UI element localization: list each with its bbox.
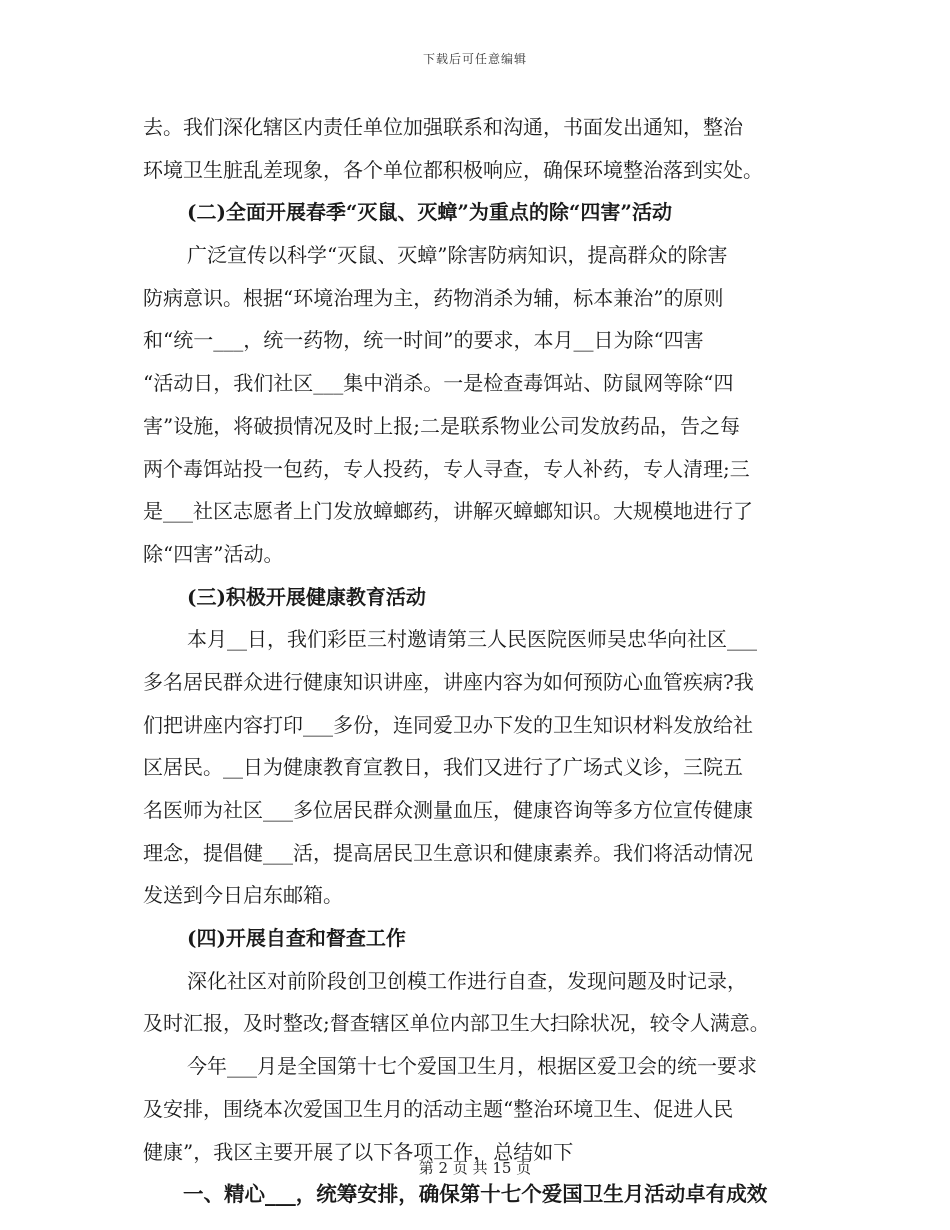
paragraph-line: 本月__日，我们彩臣三村邀请第三人民医院医师吴忠华向社区___ xyxy=(187,627,757,652)
paragraph-line: 是___社区志愿者上门发放蟑螂药，讲解灭蟑螂知识。大规模地进行了 xyxy=(143,499,753,524)
main-heading: 一、精心___，统筹安排，确保第十七个爱国卫生月活动卓有成效 xyxy=(183,1182,768,1207)
paragraph-line: 害”设施，将破损情况及时上报;二是联系物业公司发放药品，告之每 xyxy=(143,413,740,438)
paragraph-line: 区居民。__日为健康教育宣教日，我们又进行了广场式义诊，三院五 xyxy=(143,755,743,780)
paragraph-line: 深化社区对前阶段创卫创模工作进行自查，发现问题及时记录， xyxy=(187,968,747,993)
paragraph-line: 防病意识。根据“环境治理为主，药物消杀为辅，标本兼治”的原则 xyxy=(143,285,724,310)
page-number: 第 2 页 共 15 页 xyxy=(418,1159,532,1177)
paragraph-line: 两个毒饵站投一包药，专人投药，专人寻查，专人补药，专人清理;三 xyxy=(143,456,750,481)
paragraph-line: 和“统一___，统一药物，统一时间”的要求，本月__日为除“四害 xyxy=(143,328,704,353)
paragraph-line: 多名居民群众进行健康知识讲座，讲座内容为如何预防心血管疾病?我 xyxy=(143,669,754,694)
paragraph-line: 广泛宣传以科学“灭鼠、灭蟑”除害防病知识，提高群众的除害 xyxy=(187,243,728,268)
paragraph-line: 及时汇报，及时整改;督查辖区单位内部卫生大扫除状况，较令人满意。 xyxy=(143,1011,770,1036)
section-heading: (四)开展自查和督查工作 xyxy=(187,926,406,951)
paragraph-line: 今年___月是全国第十七个爱国卫生月，根据区爱卫会的统一要求 xyxy=(187,1054,757,1079)
paragraph-line: 发送到今日启东邮箱。 xyxy=(143,883,343,908)
paragraph-line: “活动日，我们社区___集中消杀。一是检查毒饵站、防鼠网等除“四 xyxy=(143,371,734,396)
paragraph-line: 及安排，围绕本次爱国卫生月的活动主题“整治环境卫生、促进人民 xyxy=(143,1096,734,1121)
paragraph-line: 除“四害”活动。 xyxy=(143,541,284,566)
section-heading: (三)积极开展健康教育活动 xyxy=(187,584,426,609)
paragraph-line: 名医师为社区___多位居民群众测量血压，健康咨询等多方位宣传健康 xyxy=(143,798,753,822)
paragraph-line: 健康”，我区主要开展了以下各项工作，总结如下 xyxy=(143,1139,574,1164)
document-body xyxy=(143,110,823,1220)
paragraph-line: 理念，提倡健___活，提高居民卫生意识和健康素养。我们将活动情况 xyxy=(143,840,753,865)
paragraph-line: 去。我们深化辖区内责任单位加强联系和沟通，书面发出通知，整治 xyxy=(143,115,743,139)
header-note: 下载后可任意编辑 xyxy=(422,52,527,66)
paragraph-line: 环境卫生脏乱差现象，各个单位都积极响应，确保环境整治落到实处。 xyxy=(143,157,763,182)
paragraph-line: 们把讲座内容打印___多份，连同爱卫办下发的卫生知识材料发放给社 xyxy=(143,712,753,737)
section-heading: (二)全面开展春季“灭鼠、灭蟑”为重点的除“四害”活动 xyxy=(187,200,672,225)
